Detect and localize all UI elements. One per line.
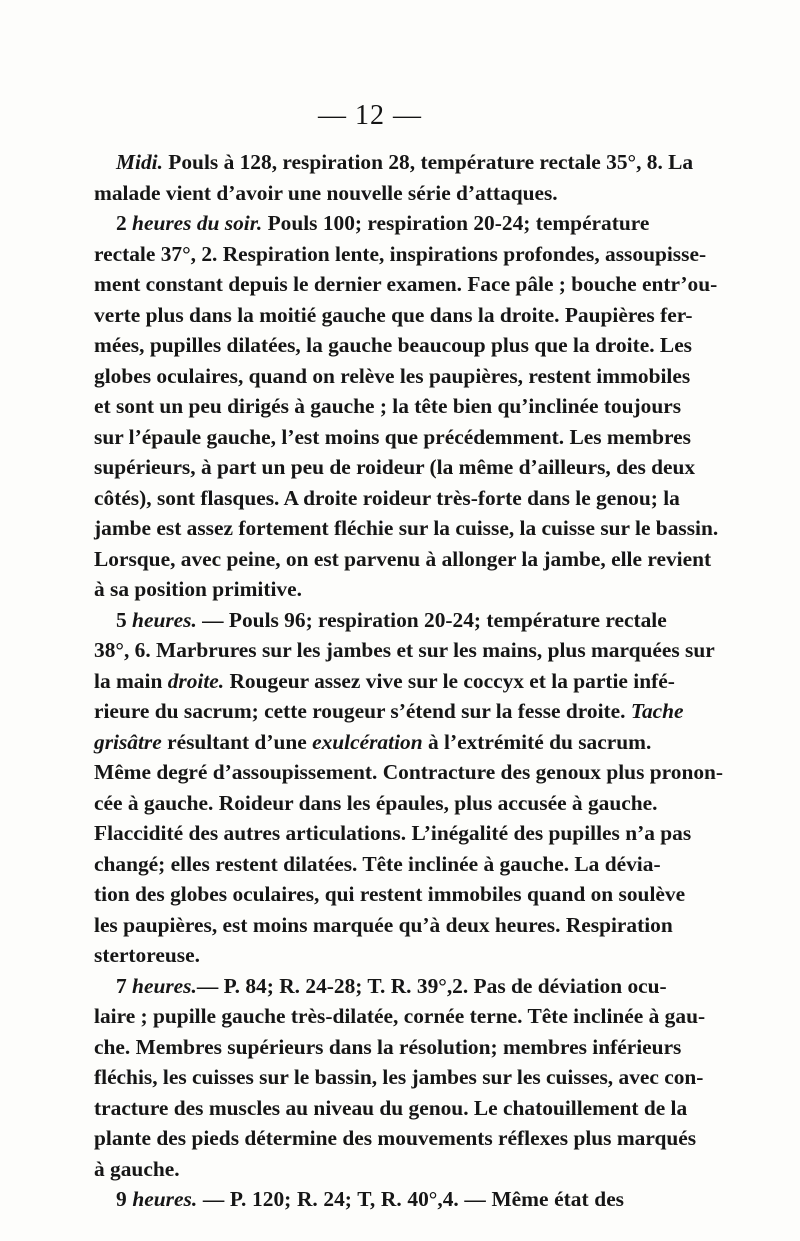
italic-text: droite. [167,668,225,693]
text-run: — P. 120; R. 24; T, R. 40°,4. — Même état des [197,1187,625,1211]
text-line [94,1093,688,1124]
text-line [94,605,667,636]
text-run: tion des globes oculaires, qui restent immobiles quand on soulève [94,882,686,906]
text-run: 7 [116,973,133,998]
text-line [94,1062,704,1093]
text-run: 2 [116,211,133,235]
italic-text: Midi. [116,150,163,174]
text-run: les paupières, est moins marquée qu’à deux heures. Respiration [94,912,673,937]
text-run: plante des pieds détermine des mouvements réflexes plus marqués [94,1126,697,1150]
text-line [94,635,715,666]
text-run: Pouls 100; respiration 20-24; température [262,211,650,235]
text-line [94,910,673,941]
text-line [94,940,624,971]
text-run: stertoreuse. [94,943,200,967]
text-run: fléchis, les cuisses sur le bassin, les jambes sur les cuisses, avec con- [94,1065,704,1089]
text-line [94,269,718,300]
text-run: rieure du sacrum; cette rougeur s’étend sur la fesse droite. [94,699,631,723]
text-line [94,178,624,209]
text-line [94,239,707,270]
italic-text: heures. [132,607,197,632]
text-run: côtés), sont flasques. A droite roideur très-forte dans le genou; la [94,485,680,510]
text-line [94,300,693,331]
text-line [94,696,684,727]
text-line [94,788,658,819]
text-run: supérieurs, à part un peu de roideur (la même d’ailleurs, des deux [94,455,696,479]
text-run: 5 [116,607,133,632]
text-line [94,147,694,178]
text-run: 38°, 6. Marbrures sur les jambes et sur les mains, plus marquées sur [94,638,715,662]
text-line [94,361,691,392]
text-line [94,666,675,697]
italic-text: heures. [132,1187,198,1211]
text-run: à sa position primitive. [94,577,302,601]
text-run: Lorsque, avec peine, on est parvenu à allonger la jambe, elle revient [94,546,712,571]
text-line [94,208,650,239]
text-run: cée à gauche. Roideur dans les épaules, plus accusée à gauche. [94,790,658,815]
text-line [94,879,686,910]
italic-text: heures. [132,973,197,998]
text-run: ment constant depuis le dernier examen. Face pâle ; bouche entr’ou- [94,272,718,296]
text-line [94,971,667,1002]
text-line [94,1123,697,1154]
text-line [94,1154,624,1185]
text-line [94,513,719,544]
text-line [94,727,652,758]
text-line [94,849,661,880]
text-run: malade vient d’avoir une nouvelle série d’attaques. [94,180,558,205]
text-run: changé; elles restent dilatées. Tête inclinée à gauche. La dévia- [94,851,661,876]
text-run: jambe est assez fortement fléchie sur la cuisse, la cuisse sur le bassin. [94,516,719,540]
text-run: laire ; pupille gauche très-dilatée, cornée terne. Tête inclinée à gau- [94,1004,706,1028]
text-line [94,757,724,788]
text-run: et sont un peu dirigés à gauche ; la tête bien qu’inclinée toujours [94,394,682,418]
text-line [94,1184,624,1215]
text-line [94,422,691,453]
text-run: résultant d’une [161,729,313,754]
text-line [94,1032,682,1063]
text-line [94,483,680,514]
page-number: — 12 — [318,100,422,131]
text-run: à gauche. [94,1156,180,1181]
text-run: Rougeur assez vive sur le coccyx et la partie infé- [224,668,675,693]
text-line [94,330,693,361]
text-run: rectale 37°, 2. Respiration lente, inspirations profondes, assoupisse- [94,241,707,266]
italic-text: exulcération [312,729,423,754]
text-run: tracture des muscles au niveau du genou. Le chatouillement de la [94,1095,688,1120]
italic-text: grisâtre [94,729,162,754]
text-run: globes oculaires, quand on relève les paupières, restent immobiles [94,363,691,388]
text-line [94,391,682,422]
text-run: — Pouls 96; respiration 20-24; température rectale [196,607,667,632]
text-line [94,544,712,575]
italic-text: heures du soir. [132,211,263,235]
text-run: Pouls à 128, respiration 28, température rectale 35°, 8. La [162,150,694,174]
text-run: à l’extrémité du sacrum. [422,729,652,754]
text-line [94,574,624,605]
text-line [94,818,692,849]
text-run: verte plus dans la moitié gauche que dans la droite. Paupières fer- [94,302,693,327]
text-run: 9 [116,1187,133,1211]
text-run: mées, pupilles dilatées, la gauche beaucoup plus que la droite. Les [94,333,693,357]
italic-text: Tache [630,699,684,723]
text-line [94,1001,706,1032]
body-text [94,147,724,1215]
text-line [94,452,696,483]
text-run: la main [94,668,168,693]
text-run: Même degré d’assoupissement. Contracture des genoux plus pronon- [94,760,724,784]
text-run: — P. 84; R. 24-28; T. R. 39°,2. Pas de déviation ocu- [196,973,667,998]
text-run: sur l’épaule gauche, l’est moins que précédemment. Les membres [94,424,691,449]
text-run: Flaccidité des autres articulations. L’inégalité des pupilles n’a pas [94,821,692,845]
text-run: che. Membres supérieurs dans la résolution; membres inférieurs [94,1034,682,1059]
